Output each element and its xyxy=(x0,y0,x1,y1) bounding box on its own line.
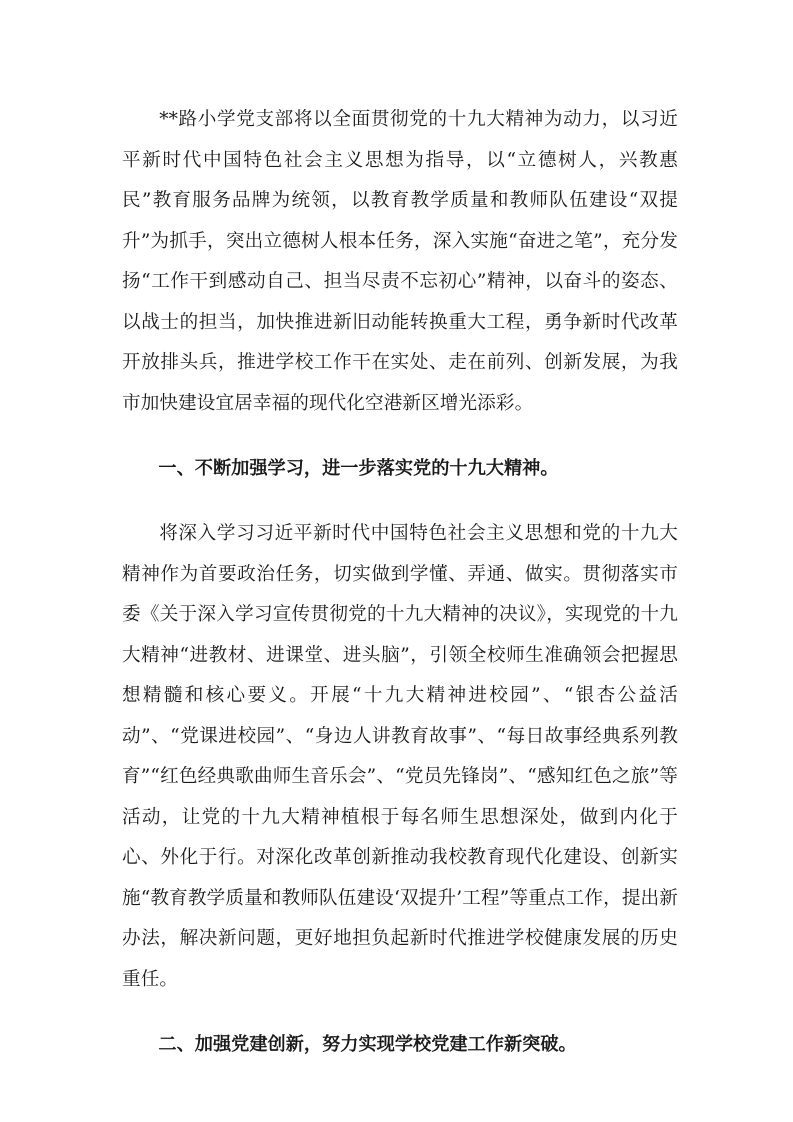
section-heading-1: 一、不断加强学习，进一步落实党的十九大精神。 xyxy=(158,458,559,479)
intro-paragraph: **路小学党支部将以全面贯彻党的十九大精神为动力，以习近平新时代中国特色社会主义思想为指导，以“立德树人，兴教惠民”教育服务品牌为统领，以教育教学质量和教师队伍建设“双提升”为抓手，突出立德树人根本任务，深入实施“奋进之笔”，充分发扬“工作干到感动自己、担当尽责不忘初心”精神，以奋斗的姿态、以战士的担当，加快推进新旧动能转换重大工程，勇争新时代改革开放排头兵，推进学校工作干在实处、走在前列、创新发展，为我市加快建设宜居幸福的现代化空港新区增光添彩。 xyxy=(122,109,678,414)
section-heading-2: 二、加强党建创新，努力实现学校党建工作新突破。 xyxy=(158,1034,577,1055)
section-1-paragraph: 将深入学习习近平新时代中国特色社会主义思想和党的十九大精神作为首要政治任务，切实做到学懂、弄通、做实。贯彻落实市委《关于深入学习宣传贯彻党的十九大精神的决议》，实现党的十九大精神“进教材、进课堂、进头脑”，引领全校师生准确领会把握思想精髓和核心要义。开展“十九大精神进校园”、“银杏公益活动”、“党课进校园”、“身边人讲教育故事”、“每日故事经典系列教育”“红色经典歌曲师生音乐会”、“党员先锋岗”、“感知红色之旅”等活动，让党的十九大精神植根于每名师生思想深处，做到内化于心、外化于行。对深化改革创新推动我校教育现代化建设、创新实施“教育教学质量和教师队伍建设‘双提升’工程”等重点工作，提出新办法，解决新问题，更好地担负起新时代推进学校健康发展的历史重任。 xyxy=(122,523,678,990)
document-body xyxy=(122,100,678,1090)
